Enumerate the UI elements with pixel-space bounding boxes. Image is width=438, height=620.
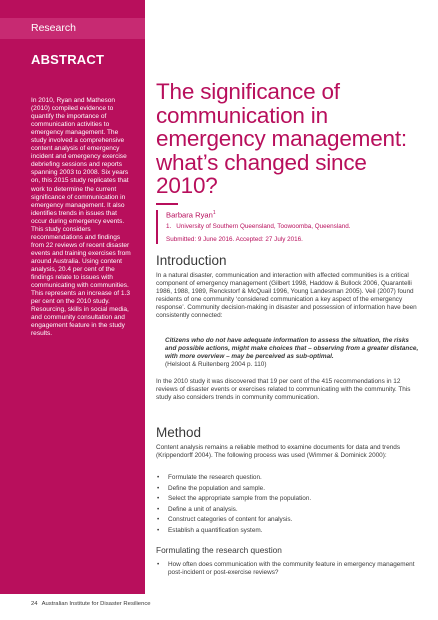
submission-dates: Submitted: 9 June 2016. Accepted: 27 July 2016. [166,236,303,243]
page-number: 24 [31,601,38,607]
research-question-subheading: Formulating the research question [156,545,282,555]
list-item: • Define a unit of analysis. [156,505,418,516]
quote-text: Citizens who do not have adequate information to assess the situation, the risks and possible actions, might make choices that – observing from a greater distance, with more overview – may be perceived as sub-optimal. [165,337,419,361]
abstract-text: In 2010, Ryan and Matheson (2010) compiled evidence to quantify the importance of communication activities to emergency management. The study involved a comprehensive content analysis of emergency incident and emergency exercise debriefing sessions and reports spanning 2003 to 2008. Six years on, this 2015 study replicates that work to determine the current significance of communication in emergency management. It also identifies trends in issues that occur during emergency events. This study considers recommendations and findings from 22 reviews of recent disaster events and training exercises from around Australia. Using content analysis, 20.4 per cent of the findings relate to issues with communicating with communities. This represents an increase of 1.3 per cent on the 2010 study. Resourcing, skills in social media, and community consultation and engagement feature in the study results. [31,97,131,338]
list-item: • Select the appropriate sample from the population. [156,494,418,505]
list-item: • Establish a quantification system. [156,526,418,537]
research-questions-list [156,561,418,577]
abstract-sidebar [0,0,145,594]
introduction-paragraph-2: In the 2010 study it was discovered that 19 per cent of the 415 recommendations in 12 reviews of disaster events or exercises related to communicating with the community. This study also considers trends in community communication. [156,378,411,402]
author-name [166,210,216,220]
affiliation-text: University of Southern Queensland, Toowoomba, Queensland. [176,223,351,230]
list-item: • Construct categories of content for analysis. [156,515,418,526]
affiliation-number: 1. [166,223,172,230]
section-label: Research [0,18,145,39]
method-steps-list [156,473,418,536]
list-item: • Define the population and sample. [156,484,418,495]
introduction-heading: Introduction [156,253,227,268]
block-quote [165,337,419,369]
quote-citation: (Helsloot & Ruitenberg 2004 p. 110) [165,361,267,369]
author-block-bar [156,210,158,244]
introduction-paragraph-1: In a natural disaster, communication and interaction with affected communities is a critical component of emergency management (Gilbert 1998, Haddow & Bullock 2006, Quarantelli 1986, 1988, 1989, Renckstorf & McQuail 1996, Young Landesman 2005). Veil (2007) found residents of one community ‘considered communication a key aspect of the emergency response’. Community decision-making in disaster and possession of information have been consistently connected: [156,272,417,320]
author-affiliation [166,223,350,230]
author-name-text: Barbara Ryan [166,210,213,220]
page-footer [31,601,151,607]
list-item: • How often does communication with the community feature in emergency management post-incident or post-exercise reviews? [156,561,418,577]
journal-name: Australian Institute for Disaster Resilience [41,601,151,607]
title-divider [156,203,178,205]
list-item: • Formulate the research question. [156,473,418,484]
method-paragraph: Content analysis remains a reliable method to examine documents for data and trends (Krippendorff 2004). The following process was used (Wimmer & Dominick 2000): [156,444,401,460]
article-title: The significance of communication in emergency management: what’s changed since 2010? [156,79,407,198]
method-heading: Method [156,425,202,440]
author-superscript: 1 [212,210,216,216]
abstract-heading: ABSTRACT [31,52,105,67]
